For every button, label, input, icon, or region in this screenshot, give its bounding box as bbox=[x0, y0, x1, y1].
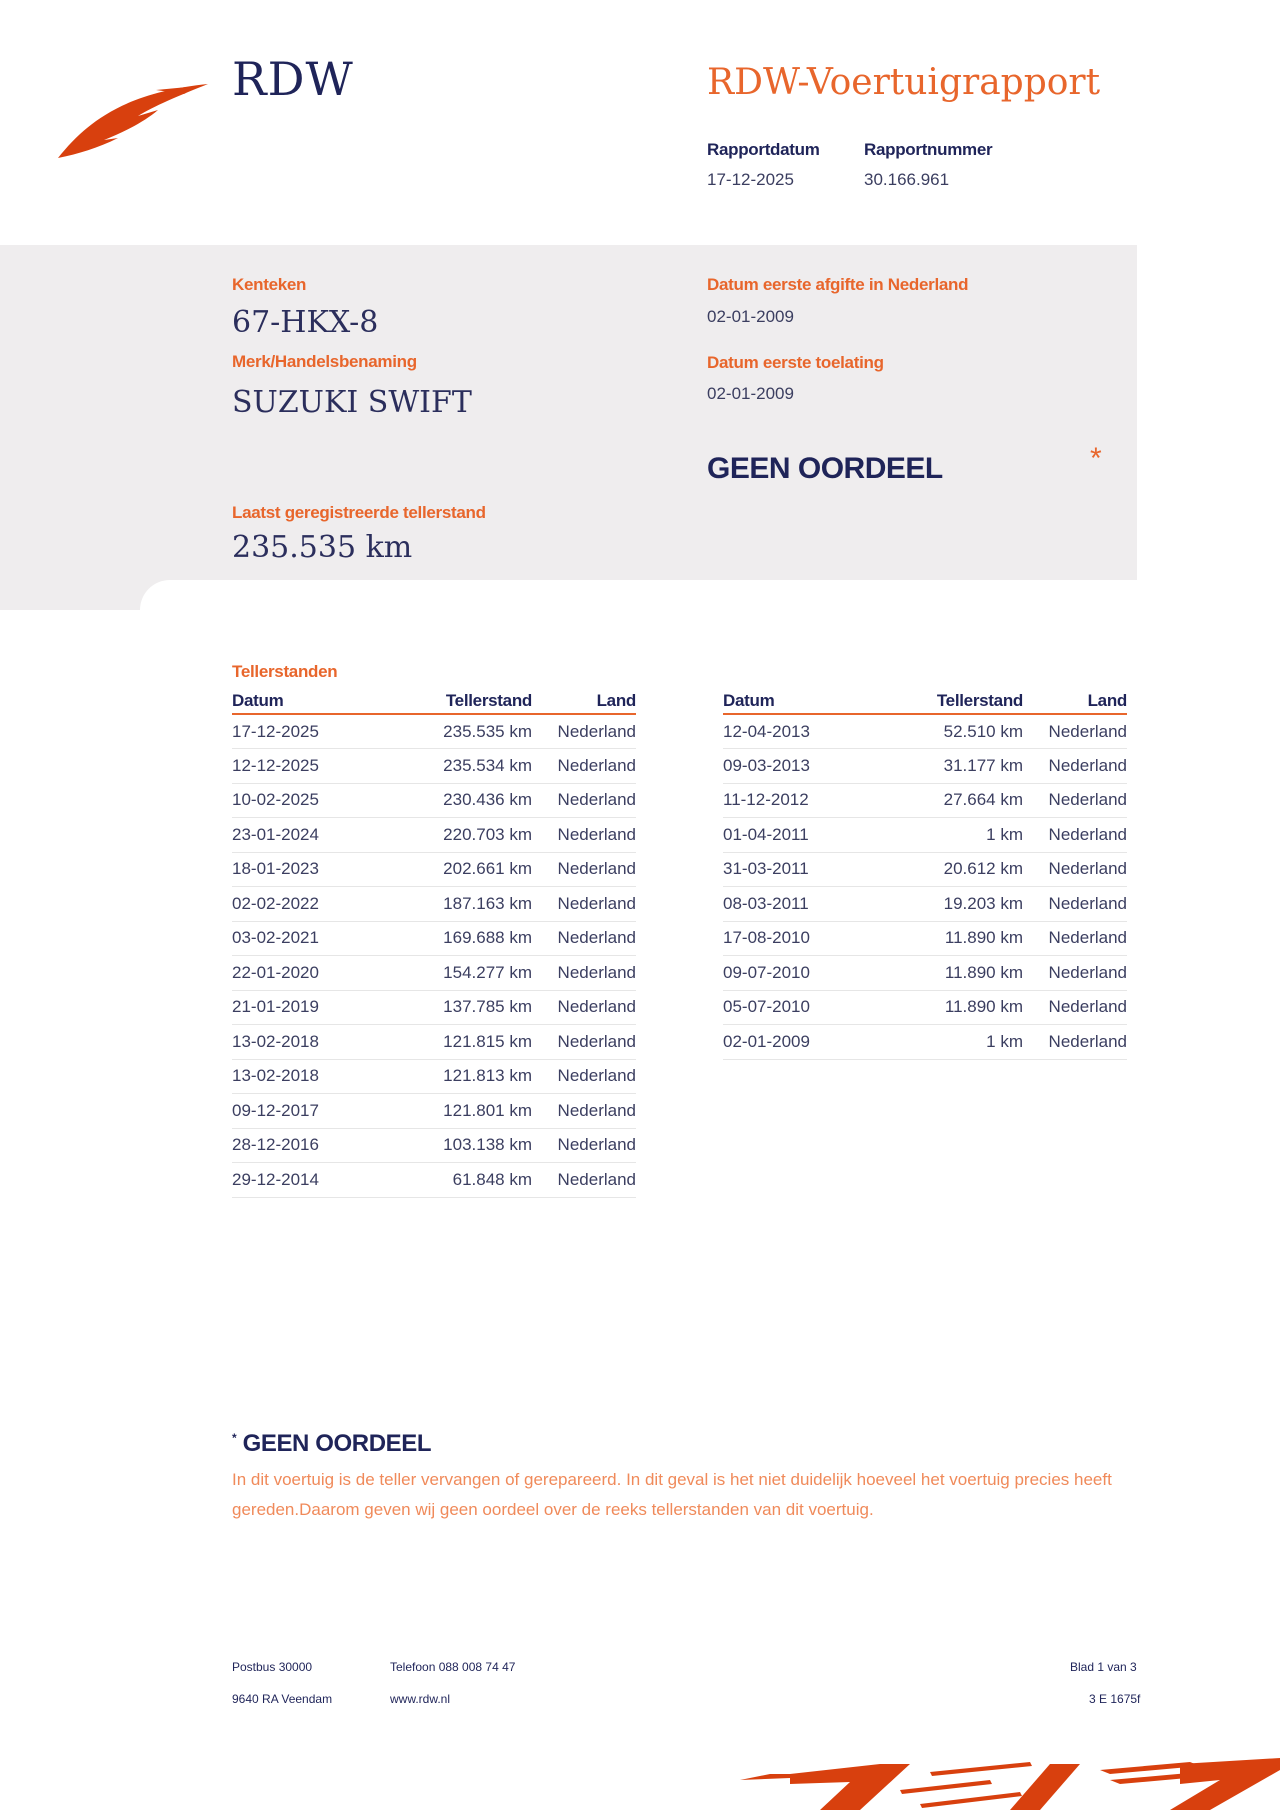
reading-date: 18-01-2023 bbox=[232, 852, 382, 887]
reading-date: 02-02-2022 bbox=[232, 887, 382, 922]
column-header-odometer: Tellerstand bbox=[382, 690, 532, 714]
reading-odometer: 1 km bbox=[873, 1025, 1023, 1060]
plate-value: 67-HKX-8 bbox=[232, 305, 379, 340]
reading-date: 01-04-2011 bbox=[723, 818, 873, 853]
reading-country: Nederland bbox=[1023, 990, 1127, 1025]
first-admission-label: Datum eerste toelating bbox=[707, 353, 884, 372]
table-row bbox=[232, 887, 636, 922]
table-row bbox=[232, 1094, 636, 1129]
reading-country: Nederland bbox=[1023, 783, 1127, 818]
reading-country: Nederland bbox=[1023, 1025, 1127, 1060]
table-row bbox=[723, 783, 1127, 818]
reading-odometer: 103.138 km bbox=[382, 1128, 532, 1163]
table-row bbox=[232, 921, 636, 956]
reading-country: Nederland bbox=[532, 921, 636, 956]
reading-odometer: 11.890 km bbox=[873, 921, 1023, 956]
reading-date: 08-03-2011 bbox=[723, 887, 873, 922]
reading-odometer: 20.612 km bbox=[873, 852, 1023, 887]
table-header-row bbox=[232, 690, 636, 714]
table-row bbox=[723, 818, 1127, 853]
reading-date: 17-08-2010 bbox=[723, 921, 873, 956]
table-row bbox=[723, 887, 1127, 922]
footer-website: www.rdw.nl bbox=[390, 1692, 451, 1706]
reading-odometer: 235.534 km bbox=[382, 749, 532, 784]
verdict: GEEN OORDEEL bbox=[707, 452, 943, 485]
reading-odometer: 121.801 km bbox=[382, 1094, 532, 1129]
reading-country: Nederland bbox=[1023, 956, 1127, 991]
make-value: SUZUKI SWIFT bbox=[232, 385, 472, 420]
reading-date: 22-01-2020 bbox=[232, 956, 382, 991]
footer-code: 3 E 1675f bbox=[1089, 1692, 1141, 1706]
first-registration-nl-value: 02-01-2009 bbox=[707, 307, 794, 326]
table-row bbox=[723, 921, 1127, 956]
reading-odometer: 31.177 km bbox=[873, 749, 1023, 784]
reading-date: 02-01-2009 bbox=[723, 1025, 873, 1060]
reading-date: 13-02-2018 bbox=[232, 1025, 382, 1060]
reading-date: 13-02-2018 bbox=[232, 1059, 382, 1094]
reading-odometer: 27.664 km bbox=[873, 783, 1023, 818]
reading-odometer: 169.688 km bbox=[382, 921, 532, 956]
reading-date: 23-01-2024 bbox=[232, 818, 382, 853]
reading-country: Nederland bbox=[532, 714, 636, 749]
column-header-country: Land bbox=[1023, 690, 1127, 714]
report-date: 17-12-2025 bbox=[707, 170, 794, 189]
reading-date: 09-03-2013 bbox=[723, 749, 873, 784]
table-row bbox=[232, 783, 636, 818]
summary-panel-cut bbox=[140, 580, 1137, 610]
report-title: RDW-Voertuigrapport bbox=[707, 62, 1101, 103]
reading-odometer: 220.703 km bbox=[382, 818, 532, 853]
rdw-logo-icon bbox=[58, 80, 210, 162]
reading-date: 09-12-2017 bbox=[232, 1094, 382, 1129]
last-odometer-value: 235.535 km bbox=[232, 530, 413, 565]
table-row bbox=[232, 1025, 636, 1060]
reading-odometer: 61.848 km bbox=[382, 1163, 532, 1198]
reading-odometer: 19.203 km bbox=[873, 887, 1023, 922]
footer-page-number: Blad 1 van 3 bbox=[1070, 1660, 1137, 1674]
reading-country: Nederland bbox=[1023, 818, 1127, 853]
readings-table-left bbox=[232, 690, 636, 1198]
reading-date: 28-12-2016 bbox=[232, 1128, 382, 1163]
reading-odometer: 11.890 km bbox=[873, 956, 1023, 991]
summary-panel bbox=[0, 245, 1137, 609]
footer-postbus: Postbus 30000 bbox=[232, 1660, 313, 1674]
reading-date: 31-03-2011 bbox=[723, 852, 873, 887]
table-row bbox=[723, 749, 1127, 784]
table-row bbox=[232, 852, 636, 887]
reading-country: Nederland bbox=[532, 1128, 636, 1163]
reading-date: 29-12-2014 bbox=[232, 1163, 382, 1198]
reading-country: Nederland bbox=[532, 1094, 636, 1129]
table-row bbox=[232, 1128, 636, 1163]
table-row bbox=[723, 956, 1127, 991]
reading-date: 21-01-2019 bbox=[232, 990, 382, 1025]
reading-country: Nederland bbox=[532, 749, 636, 784]
note-text: In dit voertuig is de teller vervangen of gerepareerd. In dit geval is het niet duidelijk hoeveel het voertuig precies heeft gereden.Daarom geven wij geen oordeel over de reeks tellerstanden van dit voertuig. bbox=[232, 1470, 1112, 1519]
table-header-row bbox=[723, 690, 1127, 714]
first-admission-value: 02-01-2009 bbox=[707, 384, 794, 403]
reading-date: 12-12-2025 bbox=[232, 749, 382, 784]
table-row bbox=[232, 956, 636, 991]
table-row bbox=[723, 714, 1127, 749]
reading-country: Nederland bbox=[532, 818, 636, 853]
footer-phone: Telefoon 088 008 74 47 bbox=[390, 1660, 516, 1674]
reading-date: 12-04-2013 bbox=[723, 714, 873, 749]
reading-odometer: 154.277 km bbox=[382, 956, 532, 991]
footer-city: 9640 RA Veendam bbox=[232, 1692, 333, 1706]
report-date-label: Rapportdatum bbox=[707, 140, 820, 159]
note-title bbox=[232, 1430, 431, 1458]
reading-date: 17-12-2025 bbox=[232, 714, 382, 749]
reading-odometer: 137.785 km bbox=[382, 990, 532, 1025]
last-odometer-label: Laatst geregistreerde tellerstand bbox=[232, 503, 486, 522]
table-row bbox=[232, 1059, 636, 1094]
table-row bbox=[232, 749, 636, 784]
column-header-country: Land bbox=[532, 690, 636, 714]
readings-table-right bbox=[723, 690, 1127, 1060]
reading-country: Nederland bbox=[532, 1059, 636, 1094]
column-header-date: Datum bbox=[723, 690, 873, 714]
verdict-footnote-star: * bbox=[1090, 442, 1102, 475]
reading-country: Nederland bbox=[532, 990, 636, 1025]
report-number-block bbox=[864, 140, 992, 190]
table-row bbox=[232, 1163, 636, 1198]
table-row bbox=[723, 990, 1127, 1025]
reading-odometer: 121.815 km bbox=[382, 1025, 532, 1060]
readings-title: Tellerstanden bbox=[232, 662, 338, 681]
summary-panel-notch bbox=[0, 580, 145, 610]
reading-odometer: 235.535 km bbox=[382, 714, 532, 749]
reading-date: 09-07-2010 bbox=[723, 956, 873, 991]
reading-odometer: 11.890 km bbox=[873, 990, 1023, 1025]
reading-country: Nederland bbox=[532, 852, 636, 887]
reading-odometer: 187.163 km bbox=[382, 887, 532, 922]
table-row bbox=[232, 990, 636, 1025]
reading-country: Nederland bbox=[532, 956, 636, 991]
reading-odometer: 121.813 km bbox=[382, 1059, 532, 1094]
table-row bbox=[232, 818, 636, 853]
reading-date: 03-02-2021 bbox=[232, 921, 382, 956]
reading-country: Nederland bbox=[532, 783, 636, 818]
reading-date: 11-12-2012 bbox=[723, 783, 873, 818]
reading-odometer: 52.510 km bbox=[873, 714, 1023, 749]
reading-country: Nederland bbox=[1023, 749, 1127, 784]
rdw-stripes-icon bbox=[730, 1750, 1280, 1810]
reading-country: Nederland bbox=[1023, 921, 1127, 956]
reading-country: Nederland bbox=[1023, 852, 1127, 887]
table-row bbox=[723, 1025, 1127, 1060]
table-row bbox=[723, 852, 1127, 887]
reading-country: Nederland bbox=[532, 1163, 636, 1198]
reading-date: 05-07-2010 bbox=[723, 990, 873, 1025]
reading-odometer: 1 km bbox=[873, 818, 1023, 853]
column-header-date: Datum bbox=[232, 690, 382, 714]
plate-label: Kenteken bbox=[232, 275, 307, 294]
reading-country: Nederland bbox=[1023, 714, 1127, 749]
reading-country: Nederland bbox=[1023, 887, 1127, 922]
reading-odometer: 202.661 km bbox=[382, 852, 532, 887]
reading-odometer: 230.436 km bbox=[382, 783, 532, 818]
note-star: * bbox=[232, 1431, 237, 1445]
brand-name: RDW bbox=[232, 52, 354, 106]
note-title-text: GEEN OORDEEL bbox=[242, 1430, 432, 1457]
first-registration-nl-label: Datum eerste afgifte in Nederland bbox=[707, 275, 969, 294]
table-row bbox=[232, 714, 636, 749]
column-header-odometer: Tellerstand bbox=[873, 690, 1023, 714]
report-number-label: Rapportnummer bbox=[864, 140, 993, 159]
report-number: 30.166.961 bbox=[864, 170, 950, 189]
reading-country: Nederland bbox=[532, 887, 636, 922]
reading-country: Nederland bbox=[532, 1025, 636, 1060]
reading-date: 10-02-2025 bbox=[232, 783, 382, 818]
make-label: Merk/Handelsbenaming bbox=[232, 352, 417, 371]
report-date-block bbox=[707, 140, 820, 190]
